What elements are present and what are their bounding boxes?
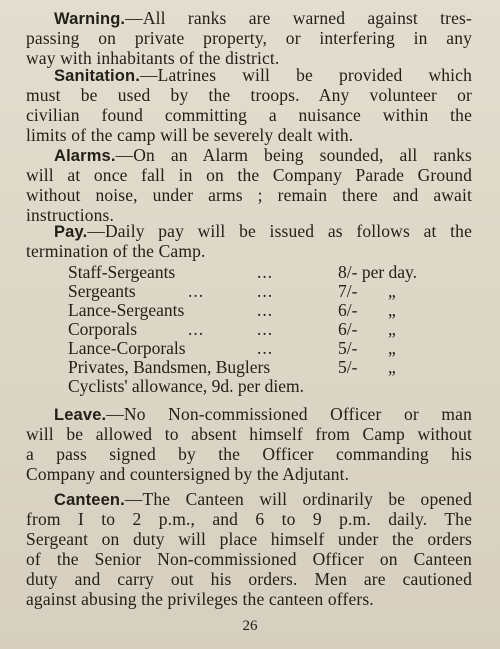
sanitation-line: —Latrines will be provided which bbox=[140, 65, 472, 85]
warning-heading: Warning. bbox=[54, 10, 126, 28]
leave-heading: Leave. bbox=[54, 406, 107, 424]
sanitation-line: civilian found committing a nuisance within the bbox=[26, 105, 472, 125]
leave-first-line bbox=[26, 404, 472, 424]
leave-line: a pass signed by the Officer commanding his bbox=[26, 444, 472, 464]
leave-paragraph bbox=[26, 404, 472, 484]
pay-ditto-mark: „ bbox=[388, 281, 396, 301]
pay-heading: Pay. bbox=[54, 223, 88, 241]
cyclists-allowance: Cyclists' allowance, 9d. per diem. bbox=[68, 376, 304, 396]
sanitation-first-line bbox=[26, 65, 472, 85]
pay-line: termination of the Camp. bbox=[26, 241, 206, 261]
alarms-line: instructions. bbox=[26, 205, 114, 225]
canteen-line: against abusing the privileges the canteen offers. bbox=[26, 589, 374, 609]
pay-row bbox=[68, 358, 448, 377]
warning-line: way with inhabitants of the district. bbox=[26, 48, 280, 68]
pay-rank: Privates, Bandsmen, Buglers bbox=[68, 357, 271, 377]
pay-row bbox=[68, 301, 448, 320]
pay-row bbox=[68, 377, 448, 396]
sanitation-line: must be used by the troops. Any volunteer or bbox=[26, 85, 472, 105]
sanitation-line: limits of the camp will be severely dealt with. bbox=[26, 125, 354, 145]
alarms-first-line bbox=[26, 145, 472, 165]
pay-paragraph bbox=[26, 221, 472, 261]
pay-line: —Daily pay will be issued as follows at the bbox=[87, 221, 472, 241]
sanitation-heading: Sanitation. bbox=[54, 67, 140, 85]
canteen-paragraph bbox=[26, 489, 472, 609]
pay-leader-dots: ... bbox=[188, 319, 205, 339]
sanitation-paragraph bbox=[26, 65, 472, 145]
canteen-first-line bbox=[26, 489, 472, 509]
pay-leader-dots: ... bbox=[188, 281, 205, 301]
pay-table bbox=[68, 263, 448, 396]
pay-ditto-mark: „ bbox=[388, 338, 396, 358]
canteen-line: duty and carry out his orders. Men are cautioned bbox=[26, 569, 472, 589]
pay-row bbox=[68, 339, 448, 358]
canteen-line: from I to 2 p.m., and 6 to 9 p.m. daily. The bbox=[26, 509, 472, 529]
leave-line: will be allowed to absent himself from Camp without bbox=[26, 424, 472, 444]
alarms-line: without noise, under arms ; remain there and await bbox=[26, 185, 472, 205]
leave-line: Company and countersigned by the Adjutant. bbox=[26, 464, 350, 484]
pay-rate: 7/- bbox=[338, 281, 358, 301]
pay-rank: Lance-Corporals bbox=[68, 338, 186, 358]
pay-leader-dots: ... bbox=[257, 281, 274, 301]
page-number: 26 bbox=[242, 618, 258, 634]
canteen-line: —The Canteen will ordinarily be opened bbox=[124, 489, 472, 509]
pay-row bbox=[68, 263, 448, 282]
pay-row bbox=[68, 282, 448, 301]
pay-leader-dots: ... bbox=[257, 262, 274, 282]
pay-rate: 8/- per day. bbox=[338, 262, 418, 282]
pay-leader-dots: ... bbox=[257, 338, 274, 358]
leave-line: —No Non-commissioned Officer or man bbox=[106, 404, 472, 424]
alarms-heading: Alarms. bbox=[54, 147, 116, 165]
alarms-line: will at once fall in on the Company Parade Ground bbox=[26, 165, 472, 185]
alarms-paragraph bbox=[26, 145, 472, 225]
warning-first-line bbox=[26, 8, 472, 28]
canteen-line: of the Senior Non-commissioned Officer on Canteen bbox=[26, 549, 472, 569]
pay-rate: 6/- bbox=[338, 319, 358, 339]
pay-leader-dots: ... bbox=[257, 300, 274, 320]
pay-ditto-mark: „ bbox=[388, 319, 396, 339]
canteen-line: Sergeant on duty will place himself under the orders bbox=[26, 529, 472, 549]
pay-rank: Sergeants bbox=[68, 281, 136, 301]
pay-leader-dots: ... bbox=[257, 319, 274, 339]
pay-ditto-mark: „ bbox=[388, 300, 396, 320]
warning-line: passing on private property, or interfering in any bbox=[26, 28, 472, 48]
pay-rate: 5/- bbox=[338, 338, 358, 358]
alarms-line: —On an Alarm being sounded, all ranks bbox=[115, 145, 472, 165]
warning-paragraph bbox=[26, 8, 472, 68]
pay-rank: Lance-Sergeants bbox=[68, 300, 185, 320]
pay-rate: 5/- bbox=[338, 357, 358, 377]
canteen-heading: Canteen. bbox=[54, 491, 125, 509]
pay-ditto-mark: „ bbox=[388, 357, 396, 377]
pay-rank: Staff-Sergeants bbox=[68, 262, 176, 282]
warning-line: —All ranks are warned against tres- bbox=[125, 8, 472, 28]
pay-rank: Corporals bbox=[68, 319, 138, 339]
pay-rate: 6/- bbox=[338, 300, 358, 320]
pay-row bbox=[68, 320, 448, 339]
pay-first-line bbox=[26, 221, 472, 241]
